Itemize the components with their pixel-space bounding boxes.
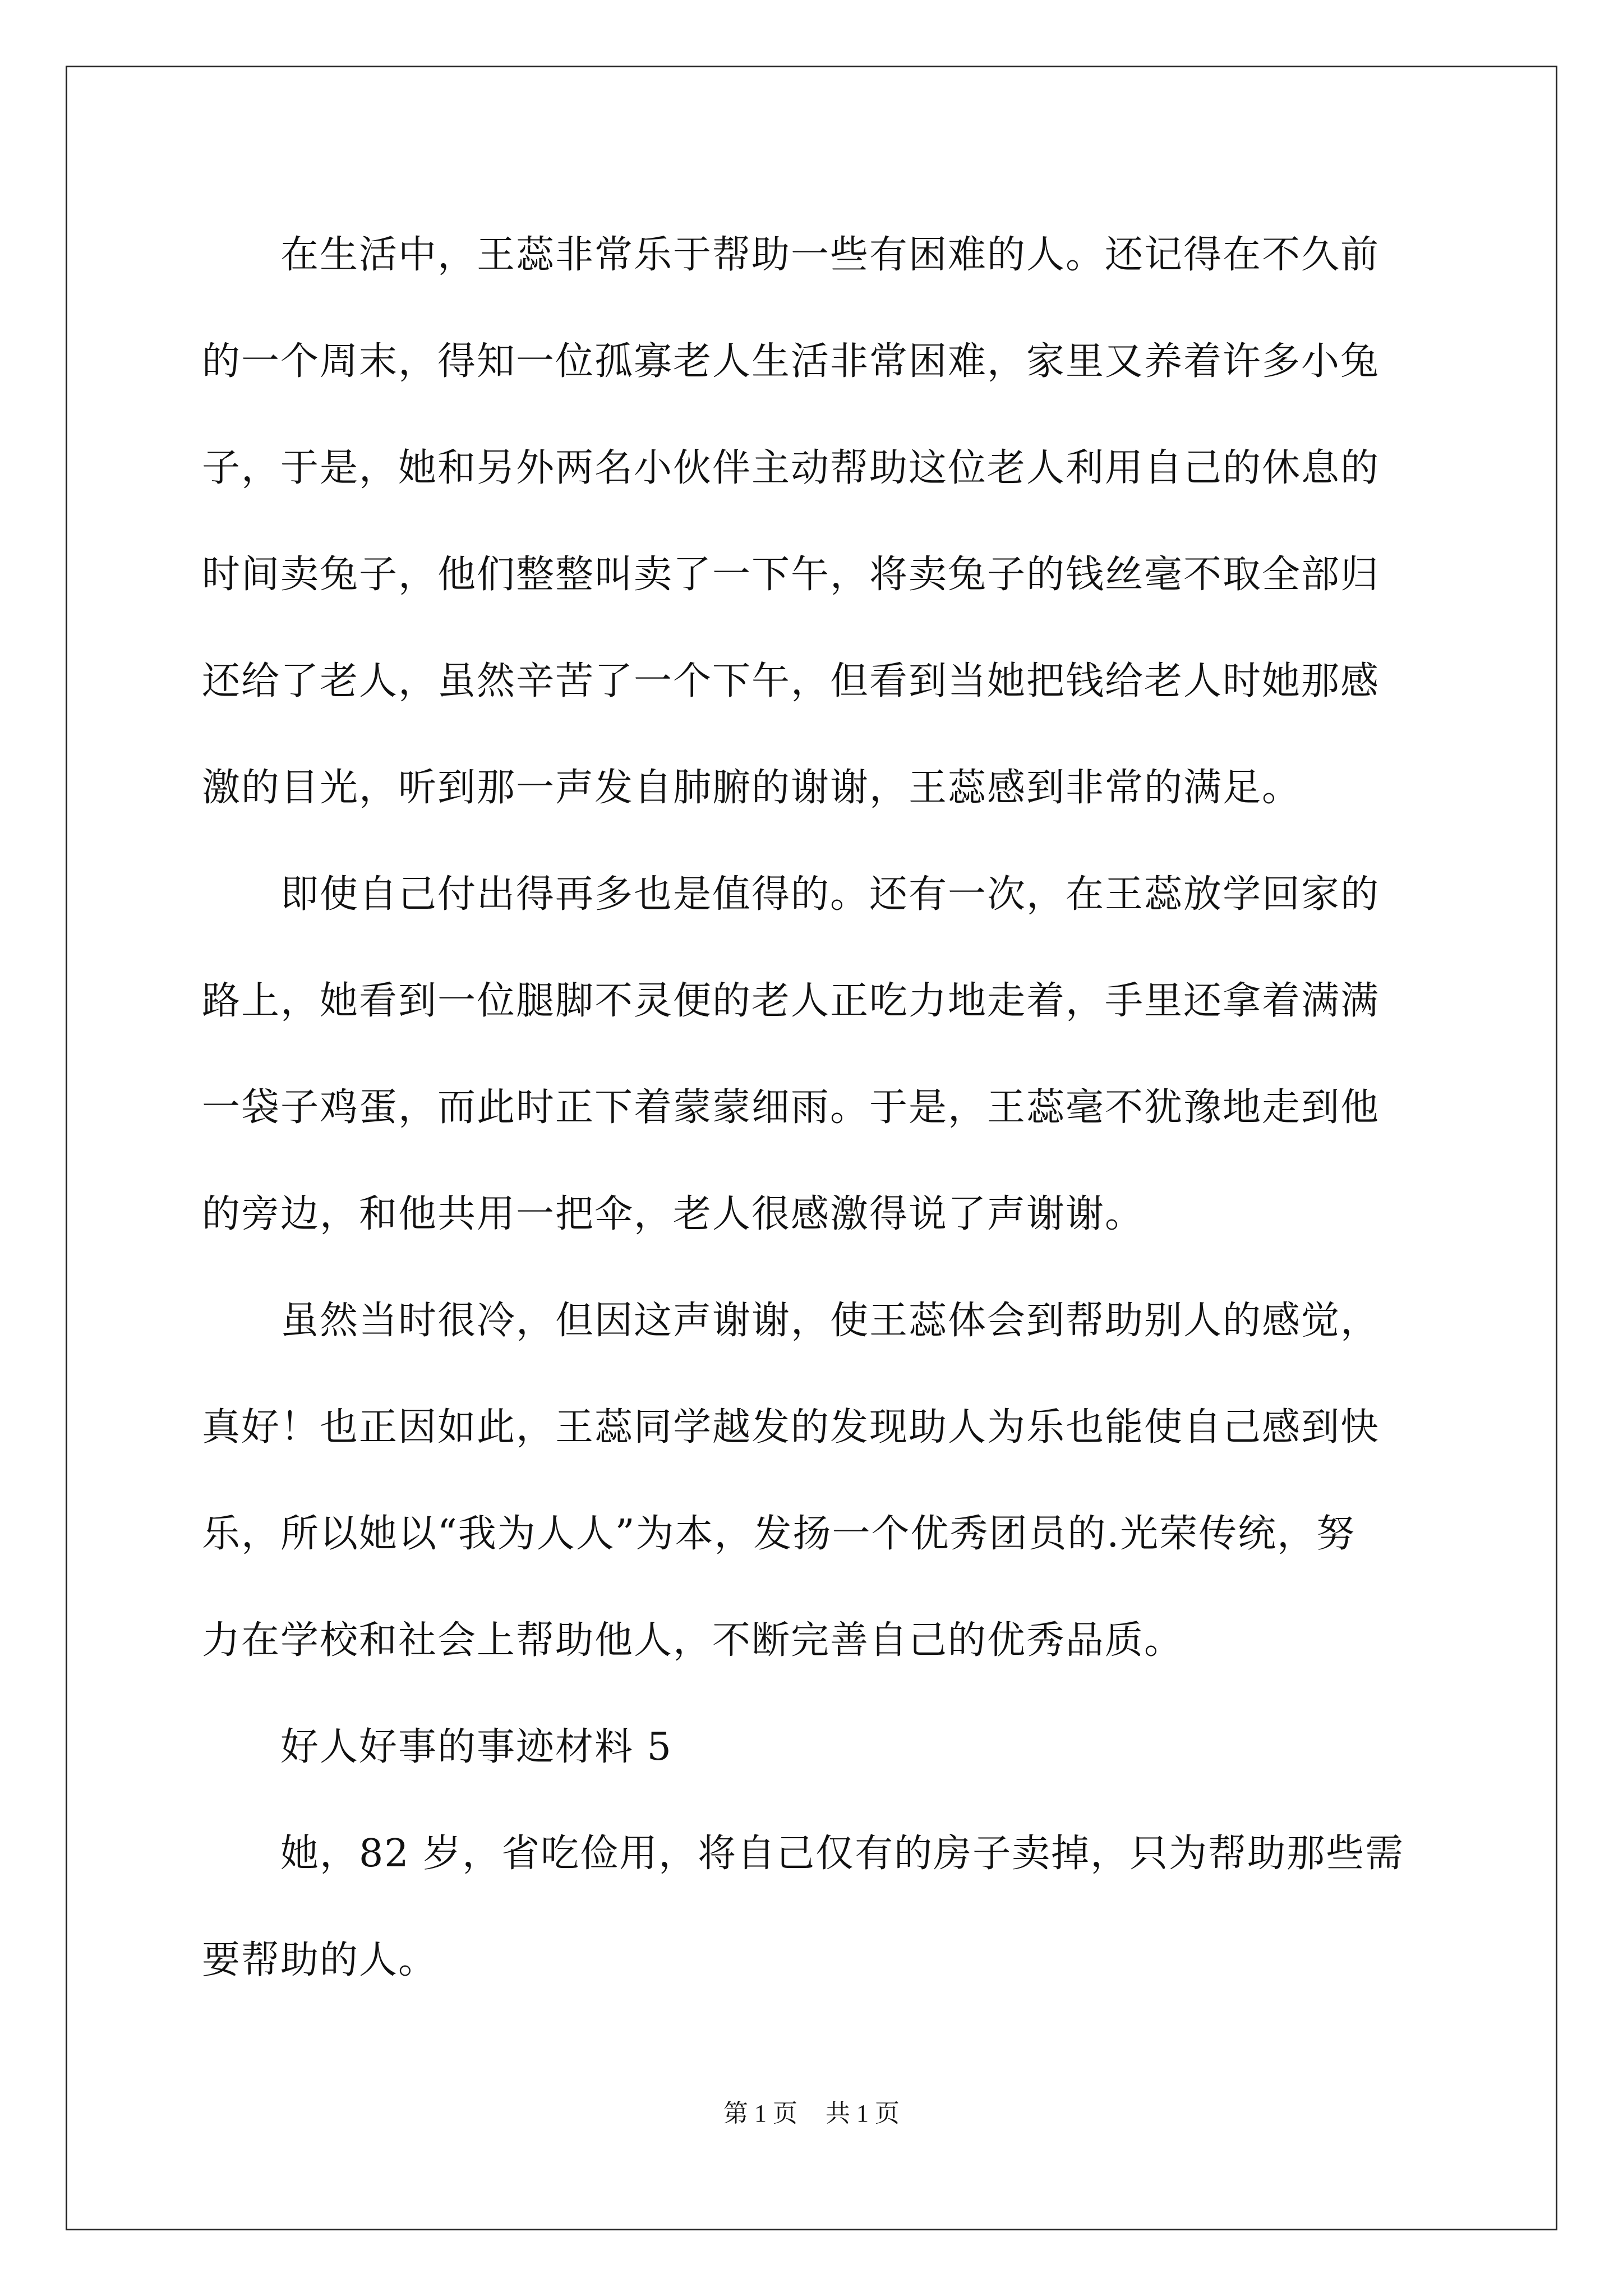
paragraph-line: 的一个周末，得知一位孤寡老人生活非常困难，家里又养着许多小兔 <box>202 339 1380 384</box>
page-number: 第 1 页 <box>723 2100 797 2127</box>
paragraph-line: 真好！也正因如此，王蕊同学越发的发现助人为乐也能使自己感到快 <box>202 1405 1380 1450</box>
paragraph-line: 在生活中，王蕊非常乐于帮助一些有困难的人。还记得在不久前 <box>202 233 1380 277</box>
document-body <box>202 202 1424 2014</box>
paragraph-line: 还给了老人，虽然辛苦了一个下午，但看到当她把钱给老人时她那感 <box>202 659 1380 703</box>
paragraph-line: 激的目光，听到那一声发自肺腑的谢谢，王蕊感到非常的满足。 <box>202 766 1302 810</box>
section-heading-text: 好人好事的事迹材料 5 <box>202 1725 672 1769</box>
paragraph-line: 一袋子鸡蛋，而此时正下着蒙蒙细雨。于是，王蕊毫不犹豫地走到他 <box>202 1085 1380 1130</box>
paragraph-line: 她，82 岁，省吃俭用，将自己仅有的房子卖掉，只为帮助那些需 <box>202 1832 1405 1876</box>
paragraph-line: 时间卖兔子，他们整整叫卖了一下午，将卖兔子的钱丝毫不取全部归 <box>202 553 1380 597</box>
paragraph-3 <box>202 1268 1424 1694</box>
paragraph-2 <box>202 841 1424 1268</box>
paragraph-line: 子，于是，她和另外两名小伙伴主动帮助这位老人利用自己的休息的 <box>202 446 1380 490</box>
section-heading <box>202 1694 1424 1801</box>
paragraph-1 <box>202 202 1424 841</box>
paragraph-line: 乐，所以她以“我为人人”为本，发扬一个优秀团员的.光荣传统，努 <box>202 1512 1356 1556</box>
paragraph-line: 虽然当时很冷，但因这声谢谢，使王蕊体会到帮助别人的感觉， <box>202 1299 1380 1343</box>
paragraph-5 <box>202 1801 1424 2014</box>
page-footer <box>0 2097 1623 2131</box>
paragraph-line: 路上，她看到一位腿脚不灵便的老人正吃力地走着，手里还拿着满满 <box>202 979 1380 1023</box>
paragraph-line: 的旁边，和他共用一把伞，老人很感激得说了声谢谢。 <box>202 1192 1145 1236</box>
paragraph-line: 力在学校和社会上帮助他人，不断完善自己的优秀品质。 <box>202 1618 1184 1663</box>
page-total: 共 1 页 <box>826 2100 900 2127</box>
paragraph-line: 要帮助的人。 <box>202 1938 438 1982</box>
paragraph-line: 即使自己付出得再多也是值得的。还有一次，在王蕊放学回家的 <box>202 872 1380 917</box>
